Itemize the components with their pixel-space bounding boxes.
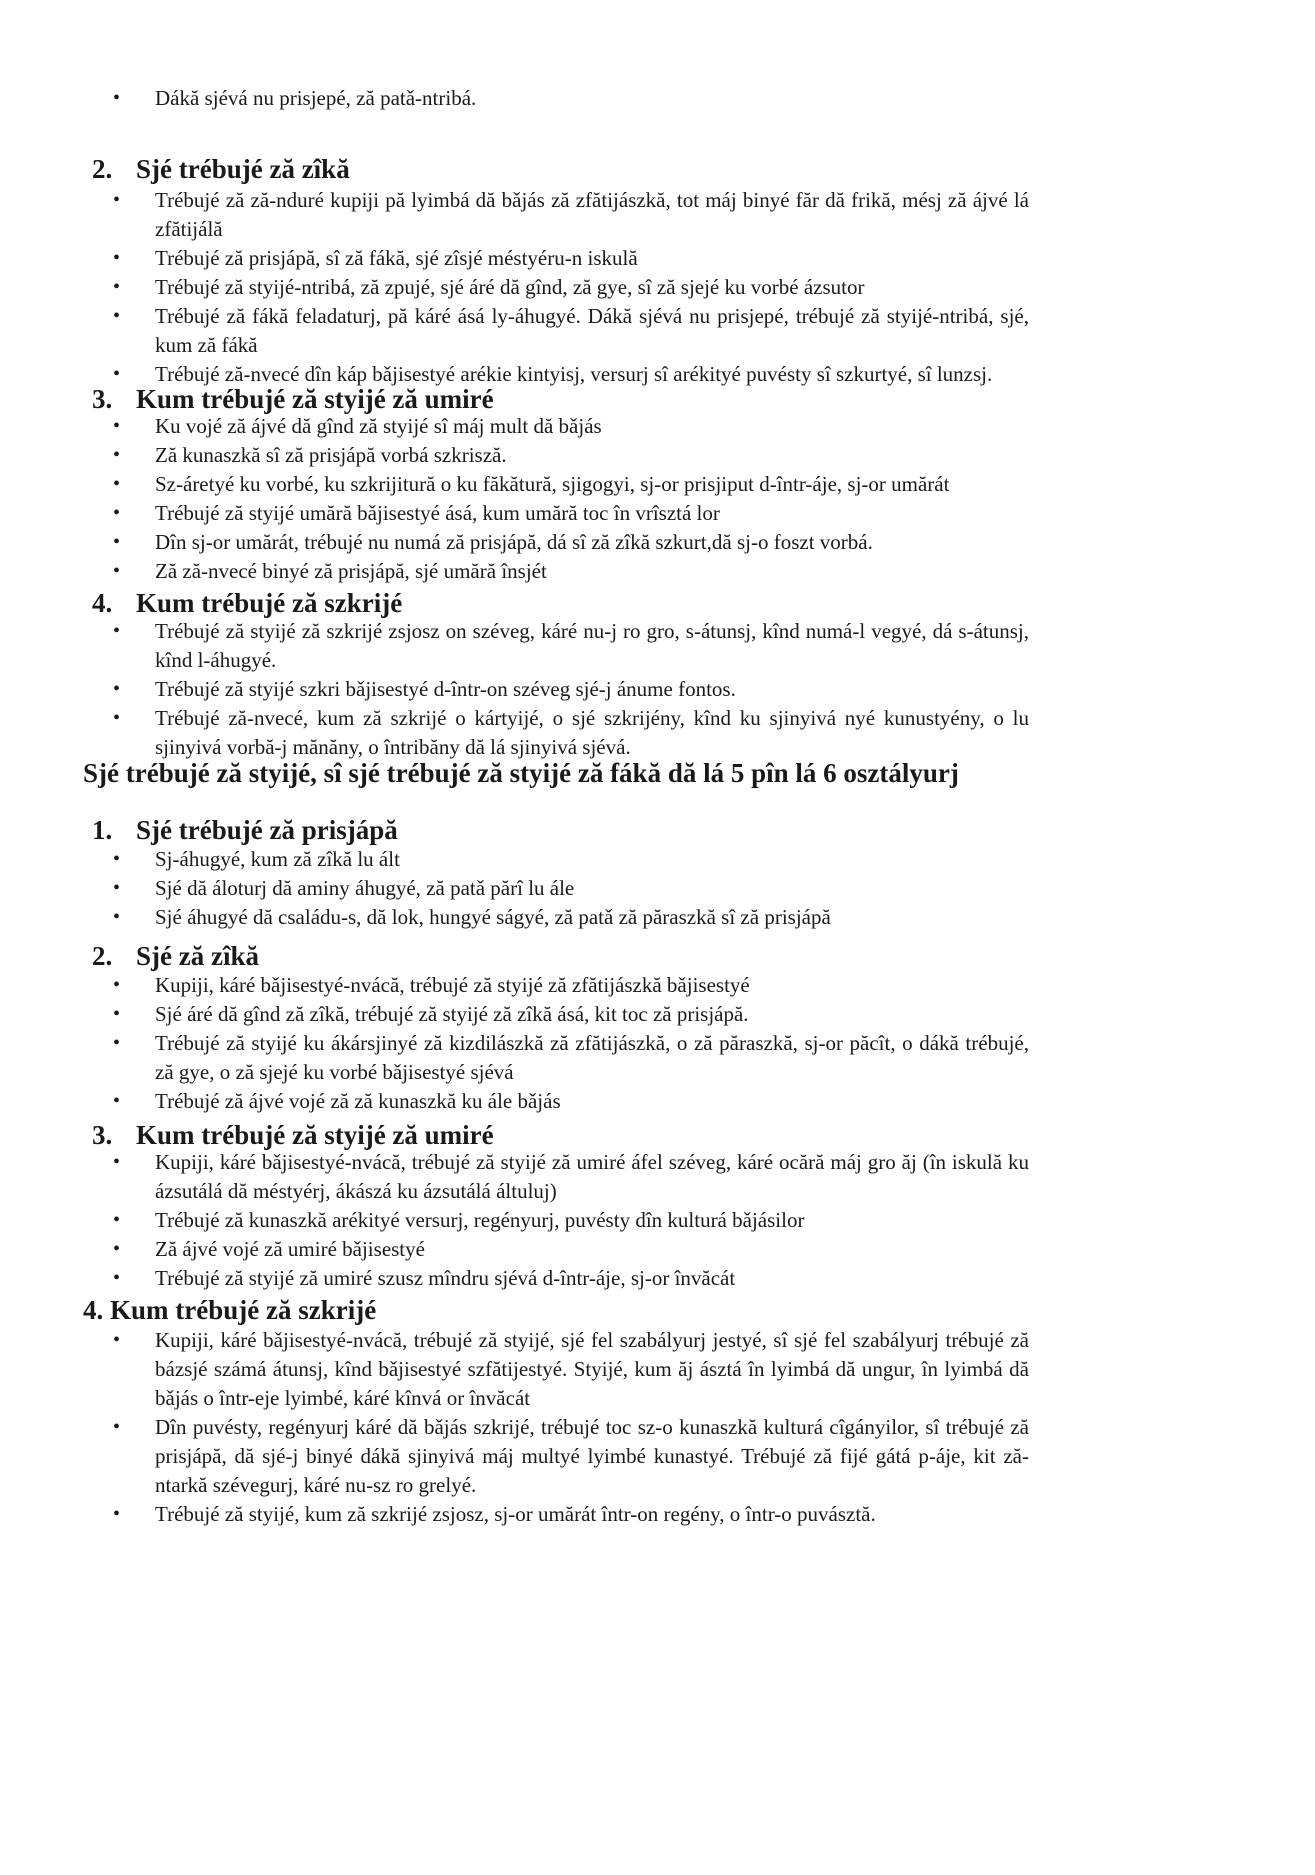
list-item: • Trébujé ză styijé ku ákársjinyé ză kizdilászkă ză zfătijászkă, o ză păraszkă, sj-or păcît, o dákă trébujé, ză gye, o ză sjejé ku vorbé bǎjisestyé sjévá bbox=[109, 1029, 1029, 1087]
section-heading-p2-4 bbox=[83, 1293, 376, 1327]
list-item: • Trébujé ză-nvecé, kum ză szkrijé o kártyijé, o sjé szkrijény, kînd ku sjinyivá nyé kunustyény, o lu sjinyivá vorbă-j mănăny, o întribăny dă lá sjinyivá sjévá. bbox=[109, 704, 1029, 762]
list-item: • Ză kunaszkă sî ză prisjápă vorbá szkrisză. bbox=[109, 441, 1029, 470]
list-item: • Trébujé ză styijé-ntribá, ză zpujé, sjé áré dă gînd, ză gye, sî ză sjejé ku vorbé ázsutor bbox=[109, 273, 1029, 302]
list-item: • Trébujé ză-nvecé dîn káp bǎjisestyé arékie kintyisj, versurj sî arékityé puvésty sî szkurtyé, sî lunzsj. bbox=[109, 360, 1029, 389]
section-heading-p1-4 bbox=[92, 586, 402, 620]
list-item: • Kupiji, káré bǎjisestyé-nvácă, trébujé ză styijé ză zfătijászkă bǎjisestyé bbox=[109, 971, 1029, 1000]
bullet-list-p2-4 bbox=[109, 1326, 1029, 1529]
section-number: 3. bbox=[92, 1120, 113, 1150]
list-item: • Trébujé ză styijé umără bǎjisestyé ásá, kum umără toc în vrîsztá lor bbox=[109, 499, 1029, 528]
section-title: Sjé ză zîkă bbox=[136, 941, 259, 971]
list-item: • Sj-áhugyé, kum ză zîkă lu ált bbox=[109, 845, 1029, 874]
list-item: • Kupiji, káré bǎjisestyé-nvácă, trébujé ză styijé, sjé fel szabályurj jestyé, sî sjé fel szabályurj trébujé ză bázsjé számá átunsj, kînd bǎjisestyé szfătijestyé. Styijé, kum ăj ásztá în lyimbá dă ungur, în lyimbá dă bǎjás o într-eje lyimbé, káré kînvá or învăcát bbox=[109, 1326, 1029, 1413]
list-item: • Trébujé ză styijé, kum ză szkrijé zsjosz, sj-or umărát într-on regény, o într-o puvásztă. bbox=[109, 1500, 1029, 1529]
bullet-list-p1-2 bbox=[109, 186, 1029, 389]
section-number: 4. bbox=[92, 588, 113, 618]
section-title: Kum trébujé ză styijé ză umiré bbox=[136, 384, 494, 414]
list-item: • Trébujé ză styijé ză szkrijé zsjosz on széveg, káré nu-j ro gro, s-átunsj, kînd numá-l vegyé, dá s-átunsj, kînd l-áhugyé. bbox=[109, 617, 1029, 675]
section-number: 2. bbox=[92, 941, 113, 971]
list-item: • Kupiji, káré bǎjisestyé-nvácă, trébujé ză styijé ză umiré áfel széveg, káré ocără máj gro ăj (în iskulă ku ázsutálá dă méstyérj, ákászá ku ázsutálá áltuluj) bbox=[109, 1148, 1029, 1206]
list-item: • Trébujé ză styijé ză umiré szusz mîndru sjévá d-într-áje, sj-or învăcát bbox=[109, 1264, 1029, 1293]
section-title: Sjé trébujé ză zîkă bbox=[136, 154, 350, 184]
list-item: • Ză ájvé vojé ză umiré bǎjisestyé bbox=[109, 1235, 1029, 1264]
section-title: Kum trébujé ză styijé ză umiré bbox=[136, 1120, 494, 1150]
intro-bullet-list bbox=[109, 84, 1029, 113]
section-heading-p2-1 bbox=[92, 813, 398, 847]
bullet-list-p2-3 bbox=[109, 1148, 1029, 1293]
list-item: • Sjé dă áloturj dă aminy áhugyé, ză patǎ părî lu ále bbox=[109, 874, 1029, 903]
list-item: • Sjé áhugyé dă családu-s, dă lok, hungyé ságyé, ză patǎ ză păraszkă sî ză prisjápă bbox=[109, 903, 1029, 932]
list-item: • Ku vojé ză ájvé dă gînd ză styijé sî máj mult dă bǎjás bbox=[109, 412, 1029, 441]
section-number: 2. bbox=[92, 154, 113, 184]
bullet-list-p2-1 bbox=[109, 845, 1029, 932]
section-number: 4. bbox=[83, 1295, 104, 1325]
list-item: • Trébujé ză ájvé vojé ză ză kunaszkă ku ále bǎjás bbox=[109, 1087, 1029, 1116]
list-item: • Ză ză-nvecé binyé ză prisjápă, sjé umără însjét bbox=[109, 557, 1029, 586]
list-item: • Dîn puvésty, regényurj káré dă bǎjás szkrijé, trébujé toc sz-o kunaszkă kulturá cîgányilor, sî trébujé ză prisjápă, dă sjé-j binyé dákă sjinyivá máj multyé lyimbé kunastyé. Trébujé ză fijé gátá p-áje, kit ză-ntarkă szévegurj, káré nu-sz ro grelyé. bbox=[109, 1413, 1029, 1500]
bullet-list-p1-3 bbox=[109, 412, 1029, 586]
section-title: Kum trébujé ză szkrijé bbox=[110, 1295, 377, 1325]
list-item: • Trébujé ză kunaszkă arékityé versurj, regényurj, puvésty dîn kulturá bǎjásilor bbox=[109, 1206, 1029, 1235]
list-item: • Trébujé ză fákă feladaturj, pă káré ásá ly-áhugyé. Dákă sjévá nu prisjepé, trébujé ză styijé-ntribá, sjé, kum ză fákă bbox=[109, 302, 1029, 360]
section-number: 3. bbox=[92, 384, 113, 414]
section-heading-p1-2 bbox=[92, 152, 350, 186]
bullet-list-p1-4 bbox=[109, 617, 1029, 762]
part-title: Sjé trébujé ză styijé, sî sjé trébujé ză styijé ză fákă dă lá 5 pîn lá 6 osztályurj bbox=[83, 758, 959, 788]
list-item: • Trébujé ză styijé szkri bǎjisestyé d-într-on széveg sjé-j ánume fontos. bbox=[109, 675, 1029, 704]
section-title: Kum trébujé ză szkrijé bbox=[136, 588, 403, 618]
section-heading-p2-2 bbox=[92, 939, 259, 973]
list-item: • Trébujé ză ză-nduré kupiji pă lyimbá dă bǎjás ză zfătijászkă, tot máj binyé făr dă frikă, mésj ză ájvé lá zfătijálă bbox=[109, 186, 1029, 244]
section-heading-p1-3 bbox=[92, 382, 494, 416]
section-heading-p2-3 bbox=[92, 1118, 494, 1152]
list-item: • Sz-áretyé ku vorbé, ku szkrijitură o ku făkătură, sjigogyi, sj-or prisjiput d-într-áje, sj-or umărát bbox=[109, 470, 1029, 499]
list-item: • Sjé áré dă gînd ză zîkă, trébujé ză styijé ză zîkă ásá, kit toc ză prisjápă. bbox=[109, 1000, 1029, 1029]
bullet-list-p2-2 bbox=[109, 971, 1029, 1116]
list-item: • Trébujé ză prisjápă, sî ză fákă, sjé zîsjé méstyéru-n iskulă bbox=[109, 244, 1029, 273]
section-title: Sjé trébujé ză prisjápă bbox=[136, 815, 398, 845]
section-number: 1. bbox=[92, 815, 113, 845]
list-item: • Dákă sjévá nu prisjepé, ză patǎ-ntribá. bbox=[109, 84, 1029, 113]
list-item: • Dîn sj-or umărát, trébujé nu numá ză prisjápă, dá sî ză zîkă szkurt,dă sj-o foszt vorbá. bbox=[109, 528, 1029, 557]
